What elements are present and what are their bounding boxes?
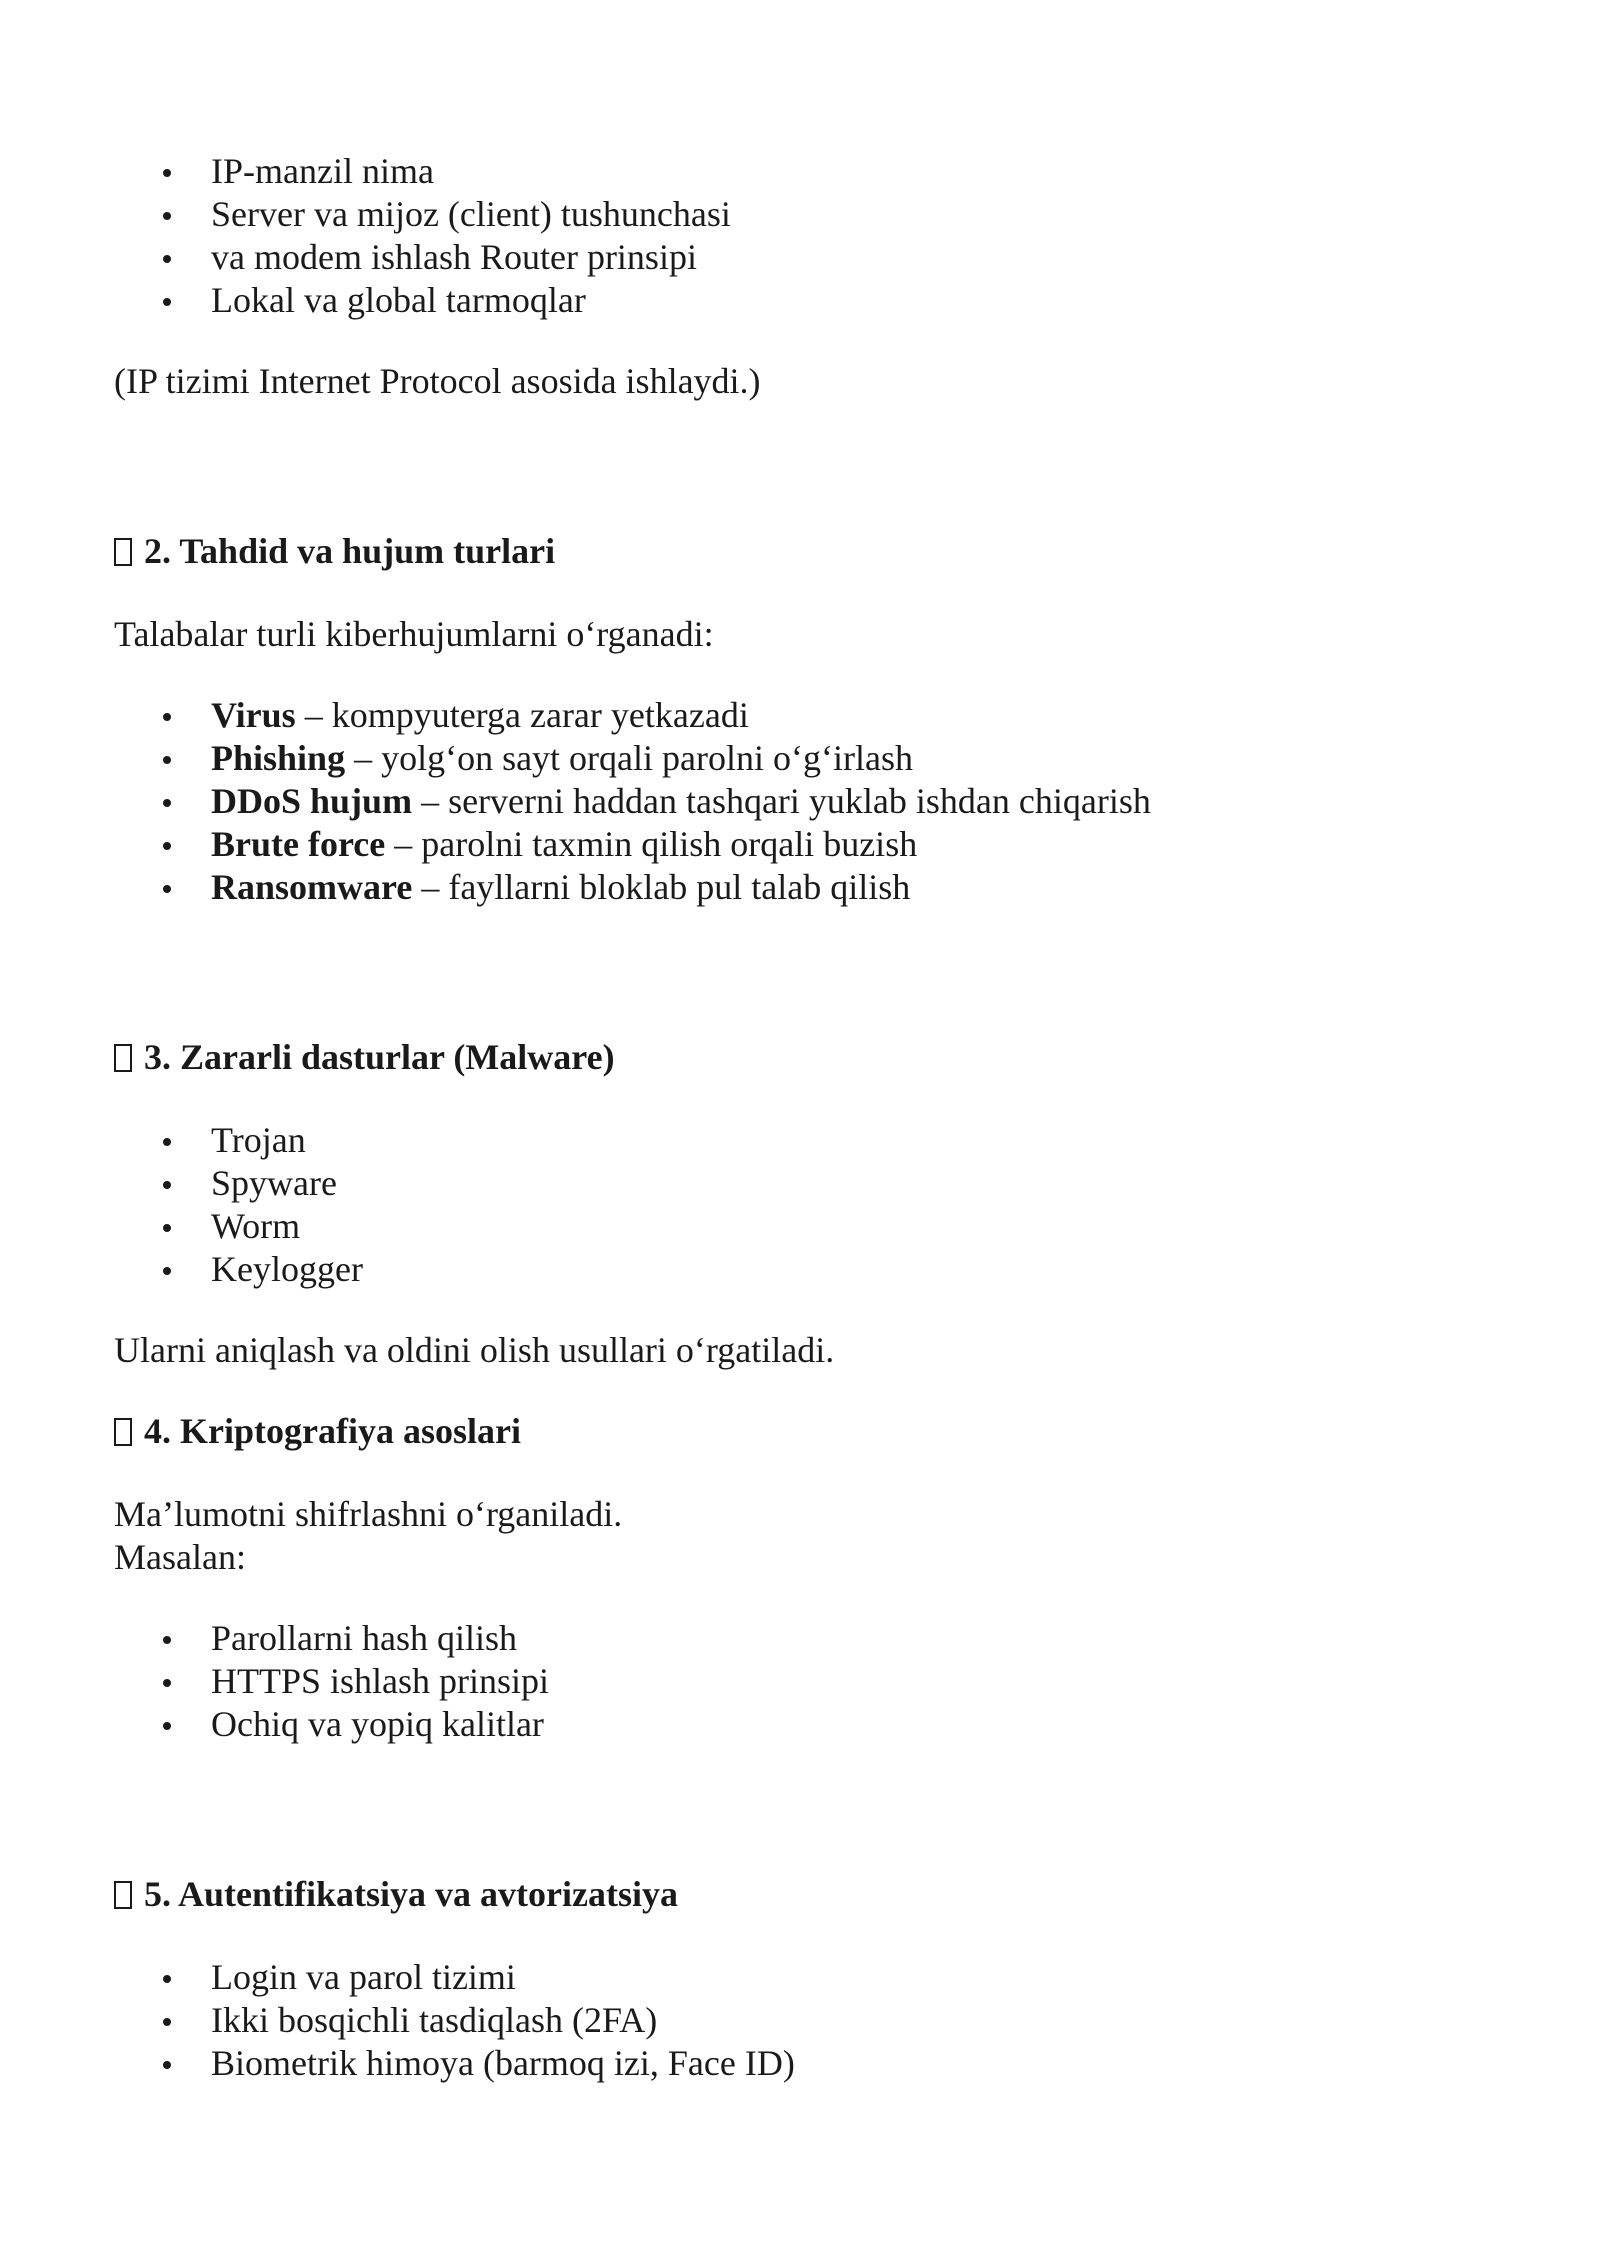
list-item: Biometrik himoya (barmoq izi, Face ID) — [211, 2042, 1514, 2085]
missing-glyph-icon — [114, 1044, 132, 1072]
term: Virus — [211, 695, 296, 735]
section-2-intro: Talabalar turli kiberhujumlarni o‘rganadi: — [114, 614, 714, 654]
description: – parolni taxmin qilish orqali buzish — [385, 824, 918, 864]
ip-note: (IP tizimi Internet Protocol asosida ishlaydi.) — [114, 361, 761, 401]
list-item: Trojan — [211, 1119, 1514, 1162]
term: Brute force — [211, 824, 386, 864]
description: – yolg‘on sayt orqali parolni o‘g‘irlash — [345, 738, 913, 778]
list-item: Parollarni hash qilish — [211, 1617, 1514, 1660]
list-item: Server va mijoz (client) tushunchasi — [211, 193, 1514, 236]
malware-list — [114, 1119, 1514, 1291]
section-4-intro-line-1: Ma’lumotni shifrlashni o‘rganiladi. — [114, 1494, 623, 1534]
list-item — [211, 737, 1514, 780]
list-item: Worm — [211, 1205, 1514, 1248]
section-3-outro: Ularni aniqlash va oldini olish usullari o‘rgatiladi. — [114, 1330, 835, 1370]
section-4-title: 4. Kriptografiya asoslari — [144, 1411, 521, 1451]
list-item: Ikki bosqichli tasdiqlash (2FA) — [211, 1999, 1514, 2042]
list-item: Spyware — [211, 1162, 1514, 1205]
list-item — [211, 823, 1514, 866]
term: Phishing — [211, 738, 346, 778]
list-item: Lokal va global tarmoqlar — [211, 279, 1514, 322]
missing-glyph-icon — [114, 1418, 132, 1446]
list-item — [211, 866, 1514, 909]
term: DDoS hujum — [211, 781, 413, 821]
list-item: Login va parol tizimi — [211, 1956, 1514, 1999]
list-item: HTTPS ishlash prinsipi — [211, 1660, 1514, 1703]
document-content — [114, 150, 1514, 2085]
section-3-heading — [114, 1036, 1514, 1079]
section-2-heading — [114, 530, 1514, 573]
description: – serverni haddan tashqari yuklab ishdan chiqarish — [412, 781, 1151, 821]
section-5-title: 5. Autentifikatsiya va avtorizatsiya — [144, 1874, 678, 1914]
section-3-title: 3. Zararli dasturlar (Malware) — [144, 1037, 615, 1077]
term: Ransomware — [211, 867, 413, 907]
list-item: Keylogger — [211, 1248, 1514, 1291]
section-4-intro-line-2: Masalan: — [114, 1537, 246, 1577]
section-2-title: 2. Tahdid va hujum turlari — [144, 531, 556, 571]
list-item: va modem ishlash Router prinsipi — [211, 236, 1514, 279]
missing-glyph-icon — [114, 1881, 132, 1909]
list-item — [211, 780, 1514, 823]
description: – fayllarni bloklab pul talab qilish — [412, 867, 911, 907]
crypto-list — [114, 1617, 1514, 1746]
list-item: IP-manzil nima — [211, 150, 1514, 193]
network-topics-list — [114, 150, 1514, 322]
section-4-heading — [114, 1410, 1514, 1453]
attack-types-list — [114, 694, 1514, 909]
auth-list — [114, 1956, 1514, 2085]
description: – kompyuterga zarar yetkazadi — [295, 695, 749, 735]
list-item: Ochiq va yopiq kalitlar — [211, 1703, 1514, 1746]
section-5-heading — [114, 1873, 1514, 1916]
missing-glyph-icon — [114, 538, 132, 566]
list-item — [211, 694, 1514, 737]
